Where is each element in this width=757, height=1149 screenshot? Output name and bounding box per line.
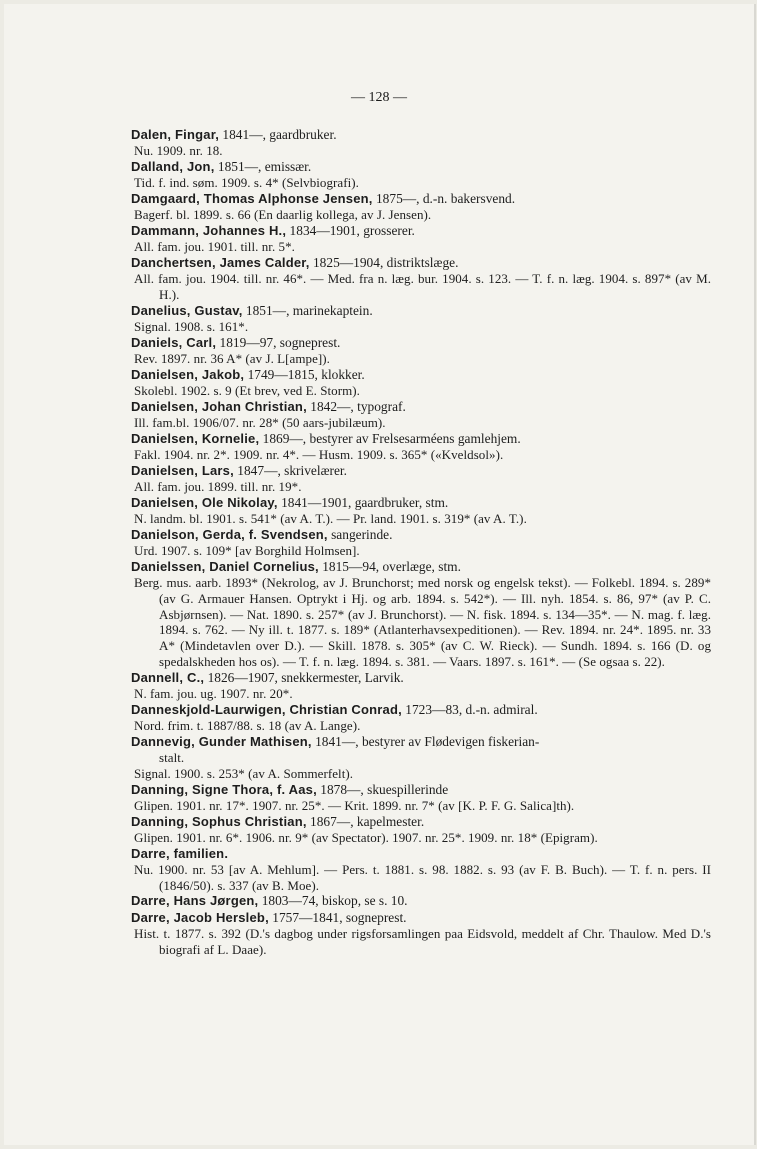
entry-darre-familien [131, 846, 711, 894]
entry-name: Danchertsen, James Calder, [131, 255, 310, 270]
entry-name: Danielsen, Lars, [131, 462, 234, 478]
entry-name: Darre, Jacob Hersleb, [131, 909, 269, 925]
entry-info: 1723—83, d.-n. admiral. [405, 701, 538, 717]
entry-info: 1875—, d.-n. bakersvend. [375, 191, 516, 206]
entry-references: Urd. 1907. s. 109* [av Borghild Holmsen]. [134, 543, 360, 558]
entry-name: Dammann, Johannes H., [131, 223, 287, 238]
entry-danchertsen-james [131, 255, 711, 303]
entry-name: Danelius, Gustav, [131, 302, 243, 318]
entry-dannevig-gunder [131, 734, 711, 782]
entry-name: Daniels, Carl, [131, 334, 217, 350]
entry-references: Ill. fam.bl. 1906/07. nr. 28* (50 aars-jubilæum). [134, 415, 386, 430]
entry-damgaard-thomas [131, 191, 711, 223]
entry-references: Rev. 1897. nr. 36 A* (av J. L[ampe]). [134, 351, 330, 366]
entry-references: Glipen. 1901. nr. 17*. 1907. nr. 25*. — Krit. 1899. nr. 7* (av [K. P. F. G. Salica]th). [134, 797, 575, 813]
entry-info-continued: stalt. [159, 749, 185, 765]
entry-danielsen-kornelie [131, 431, 711, 463]
entry-danielsen-ole [131, 495, 711, 527]
entry-danelius-gustav [131, 303, 711, 335]
entry-name: Danielsen, Jakob, [131, 366, 245, 382]
entry-info: 1841—1901, gaardbruker, stm. [281, 494, 449, 510]
entry-references: Berg. mus. aarb. 1893* (Nekrolog, av J. Brunchorst; med norsk og engelsk tekst). — Folkebl. 1894. s. 289* (av G. Armauer Hansen. Optrykt i Hj. og arb. 1894. s. 542*). — Ill. nyh. 1854. s. 86, 97* (av P. C. Asbjørnsen). — Nat. 1890. s. 257* (av J. Brunchorst). — N. fisk. 1894. s. 134—35*. — N. mag. f. læg. 1894. s. 762. — Ny ill. t. 1877. s. 189* (Atlanterhavsexpeditionen). — Rev. 1894. nr. 24*. 1895. nr. 33 A* (Mindetavlen over D.). — Skill. 1878. s. 305* (av C. W. Rieck). — Sundh. 1894. s. 166 (D. og spedalskheden hos os). — T. f. n. læg. 1894. s. 381. — Vaars. 1897. s. 161*. — (Se ogsaa s. 22). [134, 575, 711, 669]
entry-references: Signal. 1908. s. 161*. [134, 319, 249, 334]
book-page [4, 4, 756, 1145]
entry-references: Nord. frim. t. 1887/88. s. 18 (av A. Lange). [134, 717, 361, 733]
entry-danielsen-lars [131, 463, 711, 495]
entry-name: Darre, familien. [131, 845, 229, 861]
entry-name: Damgaard, Thomas Alphonse Jensen, [131, 191, 373, 206]
entry-info: 1825—1904, distriktslæge. [312, 255, 459, 270]
entry-name: Danneskjold-Laurwigen, Christian Conrad, [131, 701, 402, 717]
entry-info: 1815—94, overlæge, stm. [322, 558, 461, 574]
entry-info: 1834—1901, grosserer. [289, 223, 415, 238]
entry-references: Fakl. 1904. nr. 2*. 1909. nr. 4*. — Husm. 1909. s. 365* («Kveldsol»). [134, 447, 504, 462]
entry-darre-jacob [131, 910, 711, 958]
entry-info: 1749—1815, klokker. [247, 366, 365, 382]
entry-references: Hist. t. 1877. s. 392 (D.'s dagbog under rigsforsamlingen paa Eidsvold, meddelt af Chr. Thaulow. Med D.'s biografi af L. Daae). [134, 925, 711, 957]
entry-info: 1841—, bestyrer av Flødevigen fiskerian- [315, 733, 540, 749]
entry-references: Glipen. 1901. nr. 6*. 1906. nr. 9* (av Spectator). 1907. nr. 25*. 1909. nr. 18* (Epigram). [134, 829, 598, 845]
entry-info: 1878—, skuespillerinde [320, 781, 449, 797]
entry-danielson-gerda [131, 527, 711, 559]
entry-danielssen-daniel [131, 559, 711, 670]
entry-info: 1819—97, sogneprest. [219, 334, 341, 350]
entry-info: sangerinde. [331, 526, 393, 542]
entry-references: Nu. 1909. nr. 18. [134, 143, 223, 159]
entry-name: Danielsen, Kornelie, [131, 430, 260, 446]
entry-dalen-fingar [131, 127, 711, 159]
entry-references: N. landm. bl. 1901. s. 541* (av A. T.). — Pr. land. 1901. s. 319* (av A. T.). [134, 511, 527, 526]
entry-name: Dalen, Fingar, [131, 127, 220, 142]
entry-list [131, 127, 711, 957]
entry-name: Danning, Signe Thora, f. Aas, [131, 781, 317, 797]
entry-info: 1757—1841, sogneprest. [272, 909, 407, 925]
entry-name: Danielssen, Daniel Cornelius, [131, 558, 319, 574]
entry-dammann-johannes [131, 223, 711, 255]
entry-name: Darre, Hans Jørgen, [131, 893, 259, 909]
entry-references: Nu. 1900. nr. 53 [av A. Mehlum]. — Pers. t. 1881. s. 98. 1882. s. 93 (av F. B. Buch). — T. f. n. pers. II (1846/50). s. 337 (av B. Moe). [134, 861, 711, 893]
entry-name: Danielsen, Johan Christian, [131, 398, 307, 414]
page-number: — 128 — [351, 90, 407, 105]
entry-danning-sophus [131, 814, 711, 846]
entry-name: Dalland, Jon, [131, 159, 215, 174]
entry-name: Dannell, C., [131, 669, 205, 685]
entry-references: All. fam. jou. 1899. till. nr. 19*. [134, 479, 302, 494]
entry-name: Danielson, Gerda, f. Svendsen, [131, 526, 328, 542]
entry-darre-hans [131, 893, 711, 909]
entry-info: 1869—, bestyrer av Frelsesarméens gamlehjem. [262, 430, 521, 446]
entry-info: 1842—, typograf. [310, 398, 406, 414]
entry-references: All. fam. jou. 1904. till. nr. 46*. — Med. fra n. læg. bur. 1904. s. 123. — T. f. n. læg. 1904. s. 897* (av M. H.). [134, 271, 711, 302]
entry-dannell-c [131, 670, 711, 702]
entry-daniels-carl [131, 335, 711, 367]
entry-info: 1847—, skrivelærer. [237, 462, 347, 478]
entry-name: Danning, Sophus Christian, [131, 813, 307, 829]
entry-name: Dannevig, Gunder Mathisen, [131, 733, 312, 749]
entry-info: 1803—74, biskop, se s. 10. [261, 893, 408, 909]
entry-references: Skolebl. 1902. s. 9 (Et brev, ved E. Storm). [134, 383, 360, 398]
entry-name: Danielsen, Ole Nikolay, [131, 494, 278, 510]
entry-info: 1867—, kapelmester. [310, 813, 425, 829]
entry-dalland-jon [131, 159, 711, 191]
entry-references: N. fam. jou. ug. 1907. nr. 20*. [134, 685, 293, 701]
entry-danielsen-jakob [131, 367, 711, 399]
entry-danneskjold-laurwigen [131, 702, 711, 734]
entry-info: 1851—, emissær. [217, 159, 312, 174]
entry-references: Tid. f. ind. søm. 1909. s. 4* (Selvbiografi). [134, 175, 359, 191]
entry-danielsen-johan [131, 399, 711, 431]
entry-info: 1841—, gaardbruker. [222, 127, 337, 142]
entry-references: All. fam. jou. 1901. till. nr. 5*. [134, 239, 295, 255]
entry-references: Bagerf. bl. 1899. s. 66 (En daarlig kollega, av J. Jensen). [134, 207, 432, 223]
entry-info: 1826—1907, snekkermester, Larvik. [207, 669, 404, 685]
entry-danning-signe [131, 782, 711, 814]
entry-references: Signal. 1900. s. 253* (av A. Sommerfelt). [134, 765, 354, 781]
entry-info: 1851—, marinekaptein. [245, 302, 373, 318]
